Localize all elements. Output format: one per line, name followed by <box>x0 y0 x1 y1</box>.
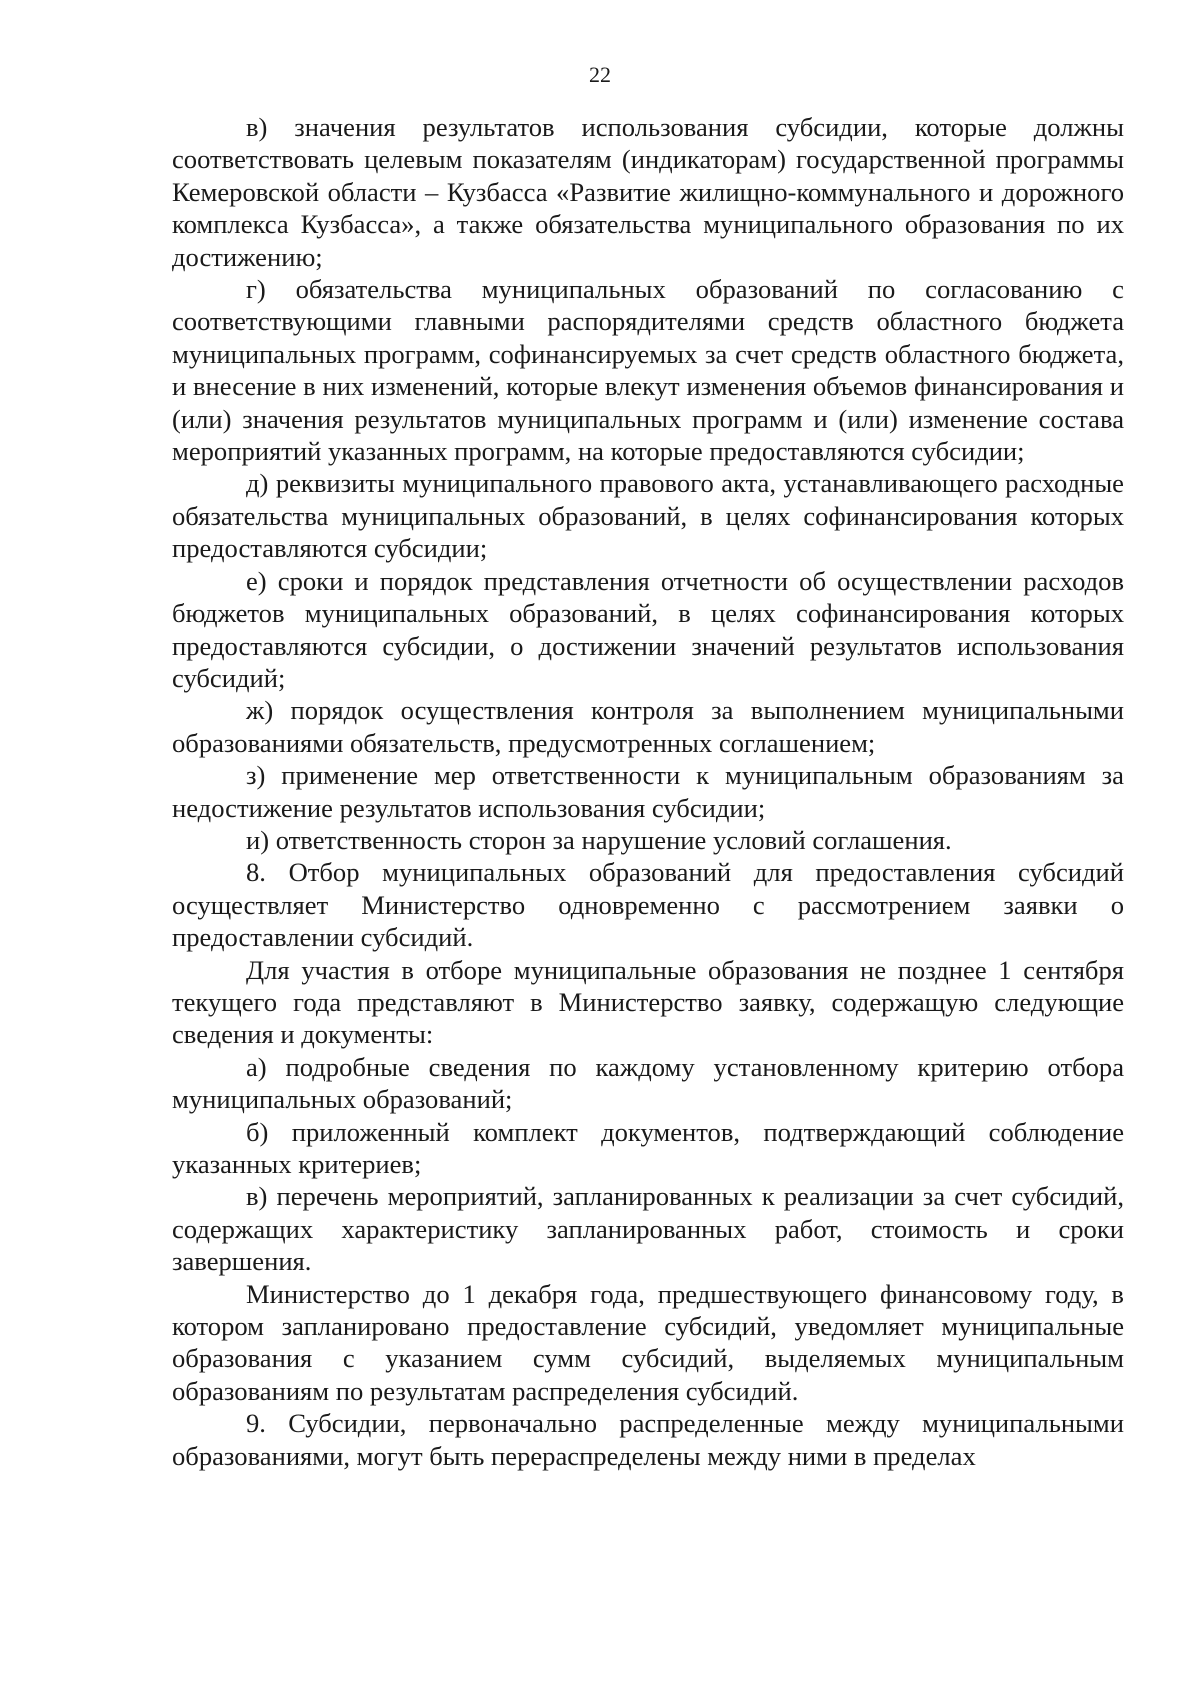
page-number: 22 <box>589 62 611 87</box>
paragraph-participation: Для участия в отборе муниципальные образования не позднее 1 сентября текущего года представляют в Министерство заявку, содержащую следующие сведения и документы: <box>172 954 1124 1050</box>
paragraph-item-v-results: в) значения результатов использования субсидии, которые должны соответствовать целевым показателям (индикаторам) государственной программы Кемеровской области – Кузбасса «Развитие жилищно-коммунального и дорожного комплекса Кузбасса», а также обязательства муниципального образования по их достижению; <box>172 112 1124 272</box>
paragraph-item-zh-control: ж) порядок осуществления контроля за выполнением муниципальными образованиями обязательств, предусмотренных соглашением; <box>172 695 1124 758</box>
paragraph-item-z-liability-measures: з) применение мер ответственности к муниципальным образованиям за недостижение результатов использования субсидии; <box>172 760 1124 823</box>
paragraph-item-g-obligations: г) обязательства муниципальных образований по согласованию с соответствующими главными распорядителями средств областного бюджета муниципальных программ, софинансируемых за счет средств областного бюджета, и внесение в них изменений, которые влекут изменения объемов финансирования и (или) значения результатов муниципальных программ и (или) изменение состава мероприятий указанных программ, на которые предоставляются субсидии; <box>172 274 1124 467</box>
paragraph-item-i-responsibility: и) ответственность сторон за нарушение условий соглашения. <box>246 824 952 855</box>
paragraph-item-b-documents: б) приложенный комплект документов, подтверждающий соблюдение указанных критериев; <box>172 1116 1124 1179</box>
paragraph-item-e-reporting: е) сроки и порядок представления отчетности об осуществлении расходов бюджетов муниципальных образований, в целях софинансирования которых предоставляются субсидии, о достижении значений результатов использования субсидий; <box>172 565 1124 693</box>
paragraph-item-d-requisites: д) реквизиты муниципального правового акта, устанавливающего расходные обязательства муниципальных образований, в целях софинансирования которых предоставляются субсидии; <box>172 468 1124 564</box>
paragraph-item-v-activities: в) перечень мероприятий, запланированных к реализации за счет субсидий, содержащих характеристику запланированных работ, стоимость и сроки завершения. <box>172 1181 1124 1277</box>
paragraph-item-a-criteria: а) подробные сведения по каждому установленному критерию отбора муниципальных образований; <box>172 1051 1124 1115</box>
paragraph-section-8-selection: 8. Отбор муниципальных образований для предоставления субсидий осуществляет Министерство одновременно с рассмотрением заявки о предоставлении субсидий. <box>172 857 1124 953</box>
paragraph-ministry-notification: Министерство до 1 декабря года, предшествующего финансовому году, в котором запланировано предоставление субсидий, уведомляет муниципальные образования с указанием сумм субсидий, выделяемых муниципальным образованиям по результатам распределения субсидий. <box>172 1278 1124 1406</box>
document-body <box>172 111 1124 1472</box>
paragraph-section-9-redistribution: 9. Субсидии, первоначально распределенные между муниципальными образованиями, могут быть перераспределены между ними в пределах <box>172 1408 1124 1471</box>
